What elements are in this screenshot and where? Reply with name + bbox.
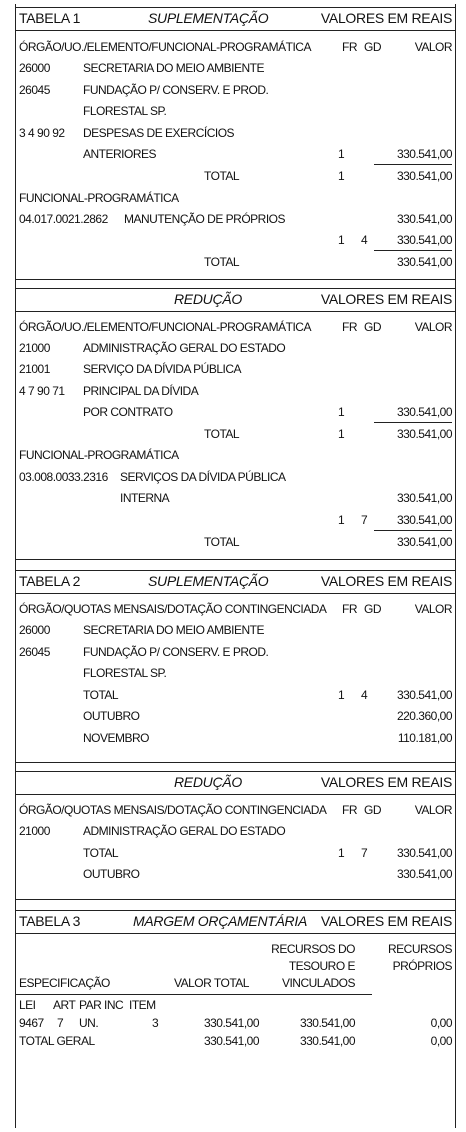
month-value: 110.181,00 — [397, 731, 452, 745]
func-desc: SERVIÇOS DA DÍVIDA PÚBLICA — [120, 470, 286, 484]
row-lei: 9467 — [19, 1016, 44, 1030]
section-subtitle: MARGEM ORÇAMENTÁRIA — [133, 913, 307, 929]
row-desc: POR CONTRATO — [83, 405, 173, 419]
func-value: 330.541,00 — [396, 513, 452, 527]
sub-header-inc: INC — [104, 998, 124, 1012]
row-code: 26000 — [19, 623, 50, 637]
total-value: 330.541,00 — [396, 846, 452, 860]
column-header-especificacao: ESPECIFICAÇÃO — [19, 976, 110, 990]
rule — [16, 311, 455, 312]
rule — [16, 593, 455, 594]
column-header-gd: GD — [364, 40, 381, 54]
row-code: 26045 — [19, 645, 50, 659]
row-desc: FLORESTAL SP. — [83, 666, 167, 680]
column-header-tesouro: TESOURO E — [288, 959, 355, 973]
row-code: 3 4 90 92 — [19, 126, 65, 140]
row-fr: 1 — [338, 405, 345, 419]
row-desc: FUNDAÇÃO P/ CONSERV. E PROD. — [83, 645, 269, 659]
row-code: 4 7 90 71 — [19, 384, 65, 398]
column-header-valor: VALOR — [414, 320, 452, 334]
row-desc: SERVIÇO DA DÍVIDA PÚBLICA — [83, 362, 242, 376]
column-header-tesouro: VINCULADOS — [281, 976, 355, 990]
row-desc: SECRETARIA DO MEIO AMBIENTE — [83, 623, 264, 637]
func-label: FUNCIONAL-PROGRAMÁTICA — [19, 191, 179, 205]
column-header: ÓRGÃO/UO./ELEMENTO/FUNCIONAL-PROGRAMÁTICA — [19, 40, 311, 54]
row-total-geral: TOTAL GERAL — [19, 1034, 95, 1048]
sub-header-par: PAR — [79, 998, 102, 1012]
table-title: TABELA 1 — [19, 10, 81, 26]
func-fr: 1 — [338, 233, 345, 247]
row-code: 21000 — [19, 824, 50, 838]
section-subtitle: REDUÇÃO — [174, 774, 242, 790]
total-gd: 4 — [361, 688, 368, 702]
total-value: 330.541,00 — [396, 255, 452, 269]
section-subtitle: SUPLEMENTAÇÃO — [148, 10, 269, 26]
row-value: 330.541,00 — [396, 147, 452, 161]
row-desc: DESPESAS DE EXERCÍCIOS — [83, 126, 235, 140]
func-desc: MANUTENÇÃO DE PRÓPRIOS — [124, 212, 286, 226]
row-desc: PRINCIPAL DA DÍVIDA — [83, 384, 199, 398]
column-header-tesouro: RECURSOS DO — [271, 942, 355, 956]
row-par: UN. — [79, 1016, 99, 1030]
month-label: OUTUBRO — [83, 867, 140, 881]
row-code: 21001 — [19, 362, 50, 376]
month-label: NOVEMBRO — [83, 731, 150, 745]
rule — [16, 771, 455, 772]
func-gd: 4 — [361, 233, 368, 247]
total-label: TOTAL — [204, 169, 240, 183]
rule — [16, 933, 455, 934]
row-valor-total: 330.541,00 — [203, 1034, 259, 1048]
column-header-proprios: RECURSOS — [387, 942, 452, 956]
currency-label: VALORES EM REAIS — [320, 10, 452, 26]
rule — [16, 910, 455, 911]
month-value: 330.541,00 — [396, 867, 452, 881]
column-header-valor: VALOR — [414, 40, 452, 54]
rule — [16, 559, 455, 560]
column-header-fr: FR — [342, 602, 357, 616]
func-value: 330.541,00 — [396, 233, 452, 247]
total-gd: 7 — [361, 846, 368, 860]
row-proprios: 0,00 — [430, 1034, 452, 1048]
column-header: ÓRGÃO/QUOTAS MENSAIS/DOTAÇÃO CONTINGENCIADA — [19, 602, 327, 616]
func-fr: 1 — [338, 513, 345, 527]
row-desc: SECRETARIA DO MEIO AMBIENTE — [83, 61, 264, 75]
total-label: TOTAL — [83, 846, 119, 860]
rule — [16, 762, 455, 763]
func-desc: INTERNA — [120, 491, 170, 505]
column-header-gd: GD — [364, 803, 381, 817]
rule — [16, 288, 455, 289]
row-value: 330.541,00 — [396, 405, 452, 419]
row-desc: ANTERIORES — [83, 147, 157, 161]
func-value: 330.541,00 — [396, 491, 452, 505]
table-title: TABELA 3 — [19, 913, 81, 929]
column-header-valor: VALOR — [414, 602, 452, 616]
row-code: 21000 — [19, 341, 50, 355]
section-subtitle: SUPLEMENTAÇÃO — [148, 573, 269, 589]
column-header-fr: FR — [342, 40, 357, 54]
rule — [16, 7, 455, 8]
currency-label: VALORES EM REAIS — [320, 573, 452, 589]
row-fr: 1 — [338, 147, 345, 161]
currency-label: VALORES EM REAIS — [320, 774, 452, 790]
total-value: 330.541,00 — [396, 169, 452, 183]
sum-rule — [374, 250, 452, 251]
sum-rule — [374, 530, 452, 531]
row-desc: ADMINISTRAÇÃO GERAL DO ESTADO — [83, 824, 286, 838]
func-value: 330.541,00 — [396, 212, 452, 226]
rule — [16, 794, 455, 795]
row-code: 26000 — [19, 61, 50, 75]
row-desc: FLORESTAL SP. — [83, 104, 167, 118]
sum-rule — [374, 422, 452, 423]
row-code: 26045 — [19, 83, 50, 97]
rule — [16, 30, 455, 31]
total-label: TOTAL — [204, 535, 240, 549]
month-value: 220.360,00 — [396, 709, 452, 723]
sum-rule — [374, 164, 452, 165]
column-header-fr: FR — [342, 803, 357, 817]
budget-document — [15, 4, 456, 1128]
total-label: TOTAL — [204, 427, 240, 441]
column-header-valor-total: VALOR TOTAL — [174, 976, 249, 990]
func-label: FUNCIONAL-PROGRAMÁTICA — [19, 448, 179, 462]
month-label: OUTUBRO — [83, 709, 140, 723]
currency-label: VALORES EM REAIS — [320, 291, 452, 307]
currency-label: VALORES EM REAIS — [320, 913, 452, 929]
column-header-gd: GD — [364, 602, 381, 616]
table-title: TABELA 2 — [19, 573, 81, 589]
row-item: 3 — [152, 1016, 159, 1030]
total-value: 330.541,00 — [396, 427, 452, 441]
section-subtitle: REDUÇÃO — [174, 291, 242, 307]
total-fr: 1 — [338, 846, 345, 860]
column-header: ÓRGÃO/UO./ELEMENTO/FUNCIONAL-PROGRAMÁTICA — [19, 320, 311, 334]
sub-header-art: ART — [53, 998, 76, 1012]
row-tesouro: 330.541,00 — [299, 1016, 355, 1030]
sub-header-lei: LEI — [19, 998, 36, 1012]
func-code: 04.017.0021.2862 — [19, 212, 108, 226]
func-code: 03.008.0033.2316 — [19, 470, 108, 484]
row-art: 7 — [57, 1016, 64, 1030]
rule — [16, 570, 455, 571]
rule — [16, 994, 372, 995]
row-valor-total: 330.541,00 — [203, 1016, 259, 1030]
total-label: TOTAL — [83, 688, 119, 702]
column-header-valor: VALOR — [414, 803, 452, 817]
total-fr: 1 — [338, 169, 345, 183]
rule — [16, 279, 455, 280]
column-header-gd: GD — [364, 320, 381, 334]
total-value: 330.541,00 — [396, 688, 452, 702]
total-label: TOTAL — [204, 255, 240, 269]
func-gd: 7 — [361, 513, 368, 527]
column-header: ÓRGÃO/QUOTAS MENSAIS/DOTAÇÃO CONTINGENCIADA — [19, 803, 327, 817]
row-proprios: 0,00 — [430, 1016, 452, 1030]
row-tesouro: 330.541,00 — [299, 1034, 355, 1048]
column-header-proprios: PRÓPRIOS — [392, 959, 452, 973]
total-fr: 1 — [338, 427, 345, 441]
column-header-fr: FR — [342, 320, 357, 334]
sub-header-item: ITEM — [129, 998, 156, 1012]
total-value: 330.541,00 — [396, 535, 452, 549]
row-desc: ADMINISTRAÇÃO GERAL DO ESTADO — [83, 341, 286, 355]
row-desc: FUNDAÇÃO P/ CONSERV. E PROD. — [83, 83, 269, 97]
rule — [16, 899, 455, 900]
total-fr: 1 — [338, 688, 345, 702]
